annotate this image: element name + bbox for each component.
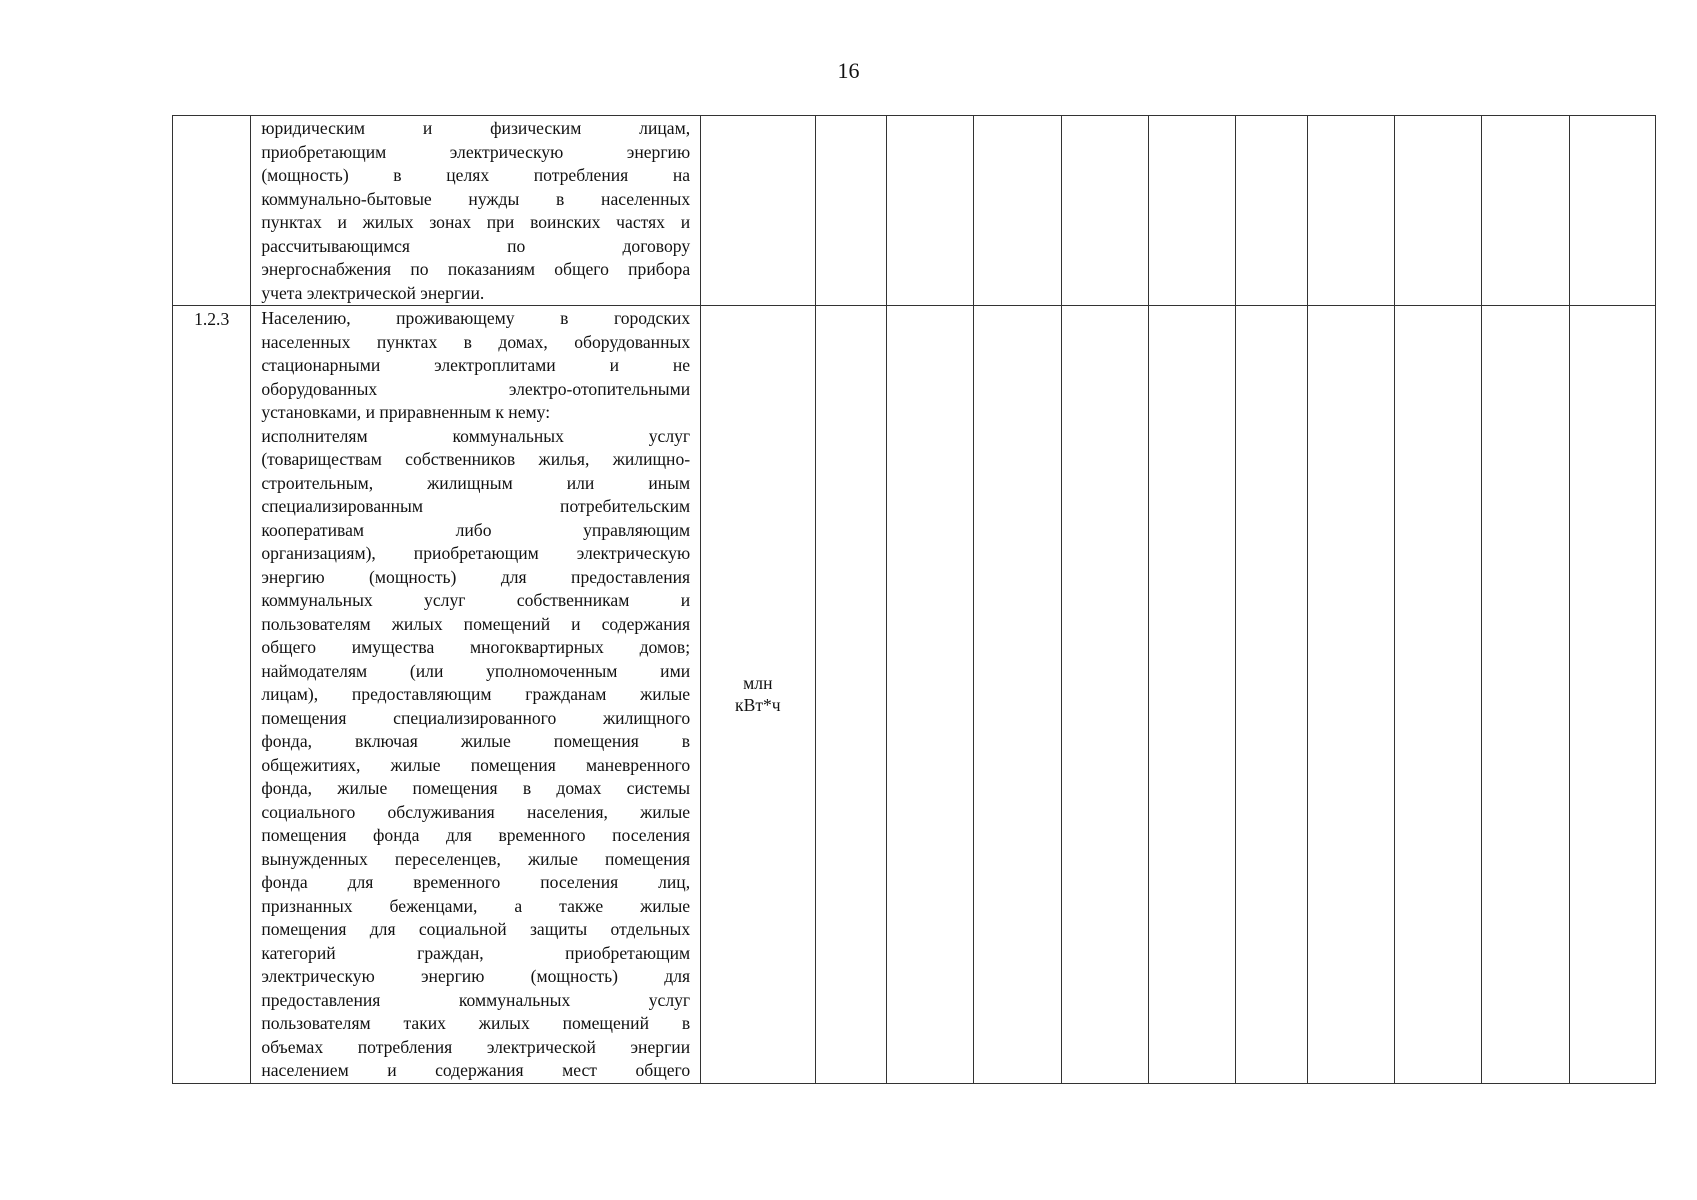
description-line: строительным, жилищным или иным [261, 472, 691, 493]
description-cell [251, 116, 701, 306]
description-line: приобретающим электрическую энергию [261, 141, 691, 162]
value-cell [1482, 116, 1569, 306]
table-row [173, 306, 1656, 1084]
value-cell [1148, 116, 1235, 306]
value-cell [1236, 306, 1307, 1084]
description-line: социального обслуживания населения, жилые [261, 801, 691, 822]
description-line: установками, и приравненным к нему: [261, 402, 551, 422]
description-line: учета электрической энергии. [261, 282, 485, 303]
value-cell [1307, 116, 1394, 306]
description-line: лицам), предоставляющим гражданам жилые [261, 684, 691, 704]
description-line: рассчитывающимся по договору [261, 235, 691, 256]
description-line: категорий граждан, приобретающим [261, 942, 691, 963]
value-cell [1307, 306, 1394, 1084]
value-cell [974, 306, 1061, 1084]
value-cell [1394, 116, 1481, 306]
value-cell [886, 116, 973, 306]
description-line: пользователям жилых помещений и содержания [261, 613, 691, 634]
description-line: юридическим и физическим лицам, [261, 118, 691, 138]
description-line: помещения фонда для временного поселения [261, 825, 691, 845]
description-line: вынужденных переселенцев, жилые помещения [261, 848, 691, 869]
description-cell [251, 306, 701, 1084]
row-number-cell [173, 116, 251, 306]
description-line: стационарными электроплитами и не [261, 355, 691, 375]
description-line: общежитиях, жилые помещения маневренного [261, 754, 691, 775]
unit-cell: млн кВт*ч [701, 306, 815, 1084]
table-row [173, 116, 1656, 306]
value-cell [1482, 306, 1569, 1084]
value-cell [1061, 116, 1148, 306]
description-line: общего имущества многоквартирных домов; [261, 637, 691, 657]
page-number: 16 [837, 58, 860, 83]
description-line: помещения для социальной защиты отдельных [261, 919, 691, 939]
value-cell [1394, 306, 1481, 1084]
description-line: населенных пунктах в домах, оборудованных [261, 331, 691, 352]
description-line: организациям), приобретающим электрическую [261, 543, 691, 563]
value-cell [1148, 306, 1235, 1084]
description-line: (товариществам собственников жилья, жилищно- [261, 449, 691, 469]
description-line: кооперативам либо управляющим [261, 519, 691, 540]
description-line: Населению, проживающему в городских [261, 308, 691, 328]
description-line: (мощность) в целях потребления на [261, 165, 691, 185]
value-cell [815, 306, 886, 1084]
description-line: фонда для временного поселения лиц, [261, 872, 691, 892]
description-line: исполнителям коммунальных услуг [261, 425, 691, 446]
value-cell [974, 116, 1061, 306]
description-line: фонда, жилые помещения в домах системы [261, 778, 691, 798]
description-line: пунктах и жилых зонах при воинских частях и [261, 212, 691, 232]
description-line: энергоснабжения по показаниям общего прибора [261, 259, 691, 279]
description-line: населением и содержания мест общего [261, 1060, 691, 1080]
unit-cell [701, 116, 815, 306]
value-cell [815, 116, 886, 306]
description-line: наймодателям (или уполномоченным ими [261, 660, 691, 681]
value-cell [1569, 116, 1655, 306]
description-line: признанных беженцами, а также жилые [261, 895, 691, 916]
description-line: помещения специализированного жилищного [261, 707, 691, 728]
description-line: электрическую энергию (мощность) для [261, 966, 691, 986]
description-line: предоставления коммунальных услуг [261, 989, 691, 1010]
value-cell [1061, 306, 1148, 1084]
value-cell [1569, 306, 1655, 1084]
description-line: энергию (мощность) для предоставления [261, 566, 691, 587]
description-line: оборудованных электро-отопительными [261, 378, 691, 399]
tariff-table [172, 115, 1656, 1084]
description-line: пользователям таких жилых помещений в [261, 1013, 691, 1033]
value-cell [1236, 116, 1307, 306]
description-line: специализированным потребительским [261, 496, 691, 516]
description-line: коммунально-бытовые нужды в населенных [261, 188, 691, 209]
description-line: коммунальных услуг собственникам и [261, 590, 691, 610]
row-number-cell: 1.2.3 [173, 306, 251, 1084]
description-line: фонда, включая жилые помещения в [261, 731, 691, 751]
description-line: объемах потребления электрической энергии [261, 1036, 691, 1057]
value-cell [886, 306, 973, 1084]
